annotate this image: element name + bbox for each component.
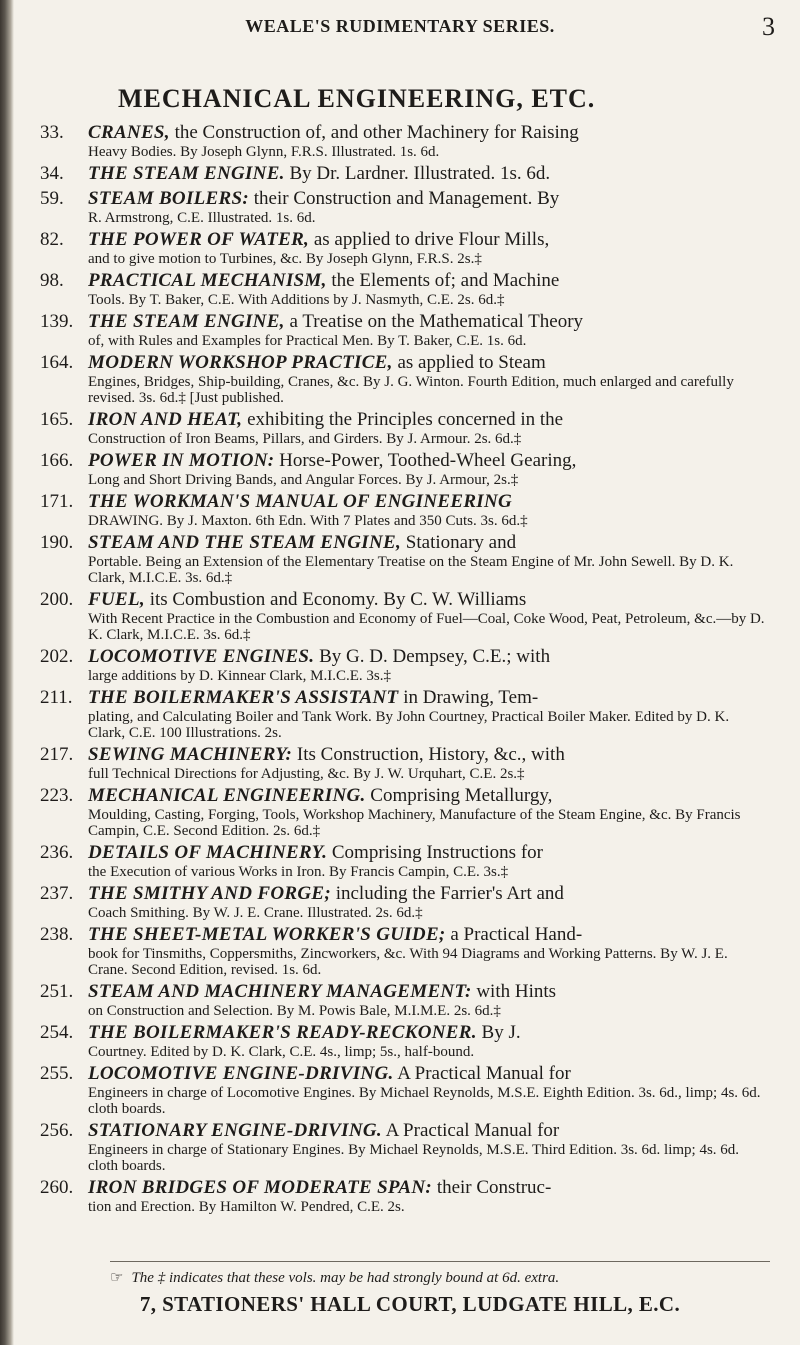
catalogue-entry	[0, 449, 800, 490]
entry-number: 139.	[40, 311, 74, 332]
entry-number: 165.	[40, 409, 74, 430]
entry-details: plating, and Calculating Boiler and Tank Work. By John Courtney, Practical Boiler Maker. Edited by D. K. Clark, C.E. 100 Illustrations. 2s.	[88, 709, 730, 741]
footnote-text: The ‡ indicates that these vols. may be had strongly bound at 6d. extra.	[131, 1270, 560, 1286]
entry-body	[88, 162, 768, 187]
entry-subtitle: as applied to drive Flour Mills,	[309, 229, 550, 250]
entry-number: 98.	[40, 270, 64, 291]
entry-body	[88, 490, 768, 531]
entry-first-line	[88, 743, 768, 766]
entry-title: CRANES,	[88, 122, 170, 143]
entry-title: THE SMITHY AND FORGE;	[88, 883, 331, 904]
entry-number: 211.	[40, 687, 73, 708]
entry-body	[88, 841, 768, 882]
entry-first-line	[88, 162, 768, 185]
entry-subtitle: its Combustion and Economy. By C. W. Williams	[144, 589, 527, 610]
entry-title: STEAM BOILERS:	[88, 188, 249, 209]
entry-title: DETAILS OF MACHINERY.	[88, 842, 328, 863]
entry-details: Portable. Being an Extension of the Elementary Treatise on the Steam Engine of Mr. John Sewell. By D. K. Clark, M.I.C.E. 3s. 6d.‡	[88, 554, 734, 586]
entry-subtitle: as applied to Steam	[392, 352, 546, 373]
entry-body	[88, 449, 768, 490]
entry-number: 200.	[40, 589, 74, 610]
entry-subtitle: including the Farrier's Art and	[330, 883, 564, 904]
entry-number: 202.	[40, 646, 74, 667]
entry-subtitle: Comprising Instructions for	[327, 842, 543, 863]
catalogue-entry	[0, 1021, 800, 1062]
entry-body	[88, 1119, 768, 1176]
catalogue-entry	[0, 1062, 800, 1119]
entry-number: 256.	[40, 1120, 74, 1141]
entry-first-line	[88, 1021, 768, 1044]
entry-number: 223.	[40, 785, 74, 806]
entry-body	[88, 980, 768, 1021]
entry-first-line	[88, 980, 768, 1003]
entry-number: 33.	[40, 122, 64, 143]
entry-details: DRAWING. By J. Maxton. 6th Edn. With 7 Plates and 350 Cuts. 3s. 6d.‡	[88, 513, 528, 529]
entry-subtitle: A Practical Manual for	[381, 1120, 560, 1141]
entry-subtitle: By Dr. Lardner. Illustrated. 1s. 6d.	[284, 163, 551, 184]
catalogue-entry	[0, 269, 800, 310]
running-head	[0, 14, 800, 44]
entry-details: Engineers in charge of Stationary Engines. By Michael Reynolds, M.S.E. Third Edition. 3s. 6d. limp; 4s. 6d. cloth boards.	[88, 1142, 740, 1174]
entry-number: 166.	[40, 450, 74, 471]
entry-first-line	[88, 686, 768, 709]
entry-title: SEWING MACHINERY:	[88, 744, 293, 765]
entry-subtitle: a Treatise on the Mathematical Theory	[284, 311, 584, 332]
entry-number: 164.	[40, 352, 74, 373]
entry-subtitle: the Elements of; and Machine	[326, 270, 560, 291]
entry-details: full Technical Directions for Adjusting, &c. By J. W. Urquhart, C.E. 2s.‡	[88, 766, 525, 782]
entry-details: of, with Rules and Examples for Practical Men. By T. Baker, C.E. 1s. 6d.	[88, 333, 527, 349]
entry-details: R. Armstrong, C.E. Illustrated. 1s. 6d.	[88, 210, 316, 226]
entry-first-line	[88, 1176, 768, 1199]
entry-body	[88, 645, 768, 686]
entry-first-line	[88, 645, 768, 668]
entry-details: Tools. By T. Baker, C.E. With Additions by J. Nasmyth, C.E. 2s. 6d.‡	[88, 292, 505, 308]
entry-number: 260.	[40, 1177, 74, 1198]
catalogue-entry	[0, 310, 800, 351]
entry-first-line	[88, 588, 768, 611]
entry-first-line	[88, 408, 768, 431]
entry-details: Moulding, Casting, Forging, Tools, Workshop Machinery, Manufacture of the Steam Engine, &c. By Francis Campin, C.E. Second Edition. 2s. 6d.‡	[88, 807, 741, 839]
entry-body	[88, 1176, 768, 1217]
entry-details: and to give motion to Turbines, &c. By Joseph Glynn, F.R.S. 2s.‡	[88, 251, 482, 267]
catalogue-entry	[0, 923, 800, 980]
entry-subtitle: with Hints	[471, 981, 557, 1002]
entry-body	[88, 686, 768, 743]
entry-details: Engineers in charge of Locomotive Engines. By Michael Reynolds, M.S.E. Eighth Edition. 3s. 6d., limp; 4s. 6d. cloth boards.	[88, 1085, 761, 1117]
entry-title: THE STEAM ENGINE,	[88, 311, 285, 332]
entry-number: 217.	[40, 744, 74, 765]
catalogue-entry	[0, 588, 800, 645]
entry-subtitle: Stationary and	[401, 532, 517, 553]
pointing-hand-icon: ☞	[110, 1270, 124, 1286]
catalogue-entry	[0, 686, 800, 743]
entry-subtitle: Horse-Power, Toothed-Wheel Gearing,	[274, 450, 577, 471]
entry-number: 190.	[40, 532, 74, 553]
entry-title: THE BOILERMAKER'S ASSISTANT	[88, 687, 399, 708]
entry-first-line	[88, 1119, 768, 1142]
entry-title: LOCOMOTIVE ENGINES.	[88, 646, 315, 667]
entry-body	[88, 588, 768, 645]
entry-first-line	[88, 121, 768, 144]
entry-body	[88, 923, 768, 980]
entry-title: IRON AND HEAT,	[88, 409, 243, 430]
entry-body	[88, 228, 768, 269]
entry-body	[88, 351, 768, 408]
entry-first-line	[88, 449, 768, 472]
entry-body	[88, 187, 768, 228]
entry-title: STEAM AND THE STEAM ENGINE,	[88, 532, 402, 553]
entry-subtitle: Comprising Metallurgy,	[365, 785, 553, 806]
entry-number: 82.	[40, 229, 64, 250]
entry-first-line	[88, 882, 768, 905]
entry-body	[88, 784, 768, 841]
catalogue-entry	[0, 162, 800, 187]
entry-title: LOCOMOTIVE ENGINE-DRIVING.	[88, 1063, 394, 1084]
entry-subtitle: a Practical Hand-	[445, 924, 583, 945]
catalogue-entry	[0, 1176, 800, 1217]
entry-details: Construction of Iron Beams, Pillars, and Girders. By J. Armour. 2s. 6d.‡	[88, 431, 522, 447]
publisher-imprint: 7, STATIONERS' HALL COURT, LUDGATE HILL, E.C.	[139, 1292, 681, 1316]
entry-details: Long and Short Driving Bands, and Angular Forces. By J. Armour, 2s.‡	[88, 472, 519, 488]
catalogue-entry	[0, 351, 800, 408]
entry-body	[88, 531, 768, 588]
entry-body	[88, 743, 768, 784]
entry-first-line	[88, 531, 768, 554]
entry-body	[88, 408, 768, 449]
entry-number: 59.	[40, 188, 64, 209]
entry-body	[88, 1021, 768, 1062]
entry-title: THE POWER OF WATER,	[88, 229, 310, 250]
catalogue-entry	[0, 841, 800, 882]
entry-subtitle: Its Construction, History, &c., with	[292, 744, 565, 765]
entry-subtitle: their Construction and Management. By	[249, 188, 560, 209]
entry-body	[88, 121, 768, 162]
footnote-rule	[110, 1261, 770, 1262]
entry-title: STATIONARY ENGINE-DRIVING.	[88, 1120, 382, 1141]
entry-title: THE SHEET-METAL WORKER'S GUIDE;	[88, 924, 446, 945]
entry-details: Courtney. Edited by D. K. Clark, C.E. 4s., limp; 5s., half-bound.	[88, 1044, 475, 1060]
entry-title: THE STEAM ENGINE.	[88, 163, 285, 184]
catalogue-entry	[0, 228, 800, 269]
entry-subtitle: in Drawing, Tem-	[398, 687, 539, 708]
entry-title: MECHANICAL ENGINEERING.	[88, 785, 366, 806]
entry-details: Engines, Bridges, Ship-building, Cranes, &c. By J. G. Winton. Fourth Edition, much enlarged and carefully revised. 3s. 6d.‡ [Just published.	[88, 374, 734, 406]
entry-subtitle: A Practical Manual for	[393, 1063, 571, 1084]
catalogue-entry	[0, 784, 800, 841]
entry-title: IRON BRIDGES OF MODERATE SPAN:	[88, 1177, 433, 1198]
entry-body	[88, 1062, 768, 1119]
entry-title: STEAM AND MACHINERY MANAGEMENT:	[88, 981, 472, 1002]
entry-title: FUEL,	[88, 589, 145, 610]
catalogue-entry	[0, 1119, 800, 1176]
entry-first-line	[88, 923, 768, 946]
entry-first-line	[88, 310, 768, 333]
entry-first-line	[88, 187, 768, 210]
entry-number: 171.	[40, 491, 74, 512]
entry-first-line	[88, 490, 768, 513]
entry-number: 237.	[40, 883, 74, 904]
catalogue-entry	[0, 187, 800, 228]
entry-number: 255.	[40, 1063, 74, 1084]
entry-number: 236.	[40, 842, 74, 863]
entry-details: on Construction and Selection. By M. Powis Bale, M.I.M.E. 2s. 6d.‡	[88, 1003, 501, 1019]
entry-details: the Execution of various Works in Iron. By Francis Campin, C.E. 3s.‡	[88, 864, 509, 880]
catalogue-entry	[0, 490, 800, 531]
page-number: 3	[762, 12, 775, 41]
entry-subtitle: their Construc-	[432, 1177, 552, 1198]
catalogue-entry	[0, 980, 800, 1021]
entry-body	[88, 310, 768, 351]
entry-details: book for Tinsmiths, Coppersmiths, Zincworkers, &c. With 94 Diagrams and Working Patterns. By W. J. E. Crane. Second Edition, revised. 1s. 6d.	[88, 946, 728, 978]
entry-first-line	[88, 1062, 768, 1085]
entry-details: Coach Smithing. By W. J. E. Crane. Illustrated. 2s. 6d.‡	[88, 905, 423, 921]
catalogue-entry	[0, 645, 800, 686]
entry-list	[0, 121, 800, 1217]
catalogue-entry	[0, 121, 800, 162]
entry-number: 251.	[40, 981, 74, 1002]
entry-subtitle: By J.	[476, 1022, 521, 1043]
entry-subtitle: the Construction of, and other Machinery for Raising	[169, 122, 579, 143]
catalogue-entry	[0, 743, 800, 784]
entry-number: 254.	[40, 1022, 74, 1043]
entry-subtitle: exhibiting the Principles concerned in the	[242, 409, 564, 430]
entry-details: large additions by D. Kinnear Clark, M.I.C.E. 3s.‡	[88, 668, 392, 684]
entry-details: Heavy Bodies. By Joseph Glynn, F.R.S. Illustrated. 1s. 6d.	[88, 144, 440, 160]
entry-title: PRACTICAL MECHANISM,	[88, 270, 327, 291]
entry-title: THE WORKMAN'S MANUAL OF ENGINEERING	[88, 491, 513, 512]
entry-title: MODERN WORKSHOP PRACTICE,	[88, 352, 393, 373]
series-title: WEALE'S RUDIMENTARY SERIES.	[245, 16, 555, 36]
catalogue-entry	[0, 882, 800, 923]
entry-body	[88, 269, 768, 310]
entry-first-line	[88, 351, 768, 374]
entry-first-line	[88, 841, 768, 864]
entry-title: THE BOILERMAKER'S READY-RECKONER.	[88, 1022, 477, 1043]
entry-details: With Recent Practice in the Combustion and Economy of Fuel—Coal, Coke Wood, Peat, Petroleum, &c.—by D. K. Clark, M.I.C.E. 3s. 6d.‡	[88, 611, 765, 643]
entry-first-line	[88, 269, 768, 292]
entry-body	[88, 882, 768, 923]
entry-number: 238.	[40, 924, 74, 945]
footnote	[110, 1268, 770, 1287]
catalogue-entry	[0, 408, 800, 449]
entry-number: 34.	[40, 163, 64, 184]
entry-first-line	[88, 228, 768, 251]
entry-first-line	[88, 784, 768, 807]
entry-title: POWER IN MOTION:	[88, 450, 275, 471]
catalogue-entry	[0, 531, 800, 588]
section-title: MECHANICAL ENGINEERING, ETC.	[118, 84, 596, 113]
entry-details: tion and Erection. By Hamilton W. Pendred, C.E. 2s.	[88, 1199, 405, 1215]
entry-subtitle: By G. D. Dempsey, C.E.; with	[314, 646, 551, 667]
